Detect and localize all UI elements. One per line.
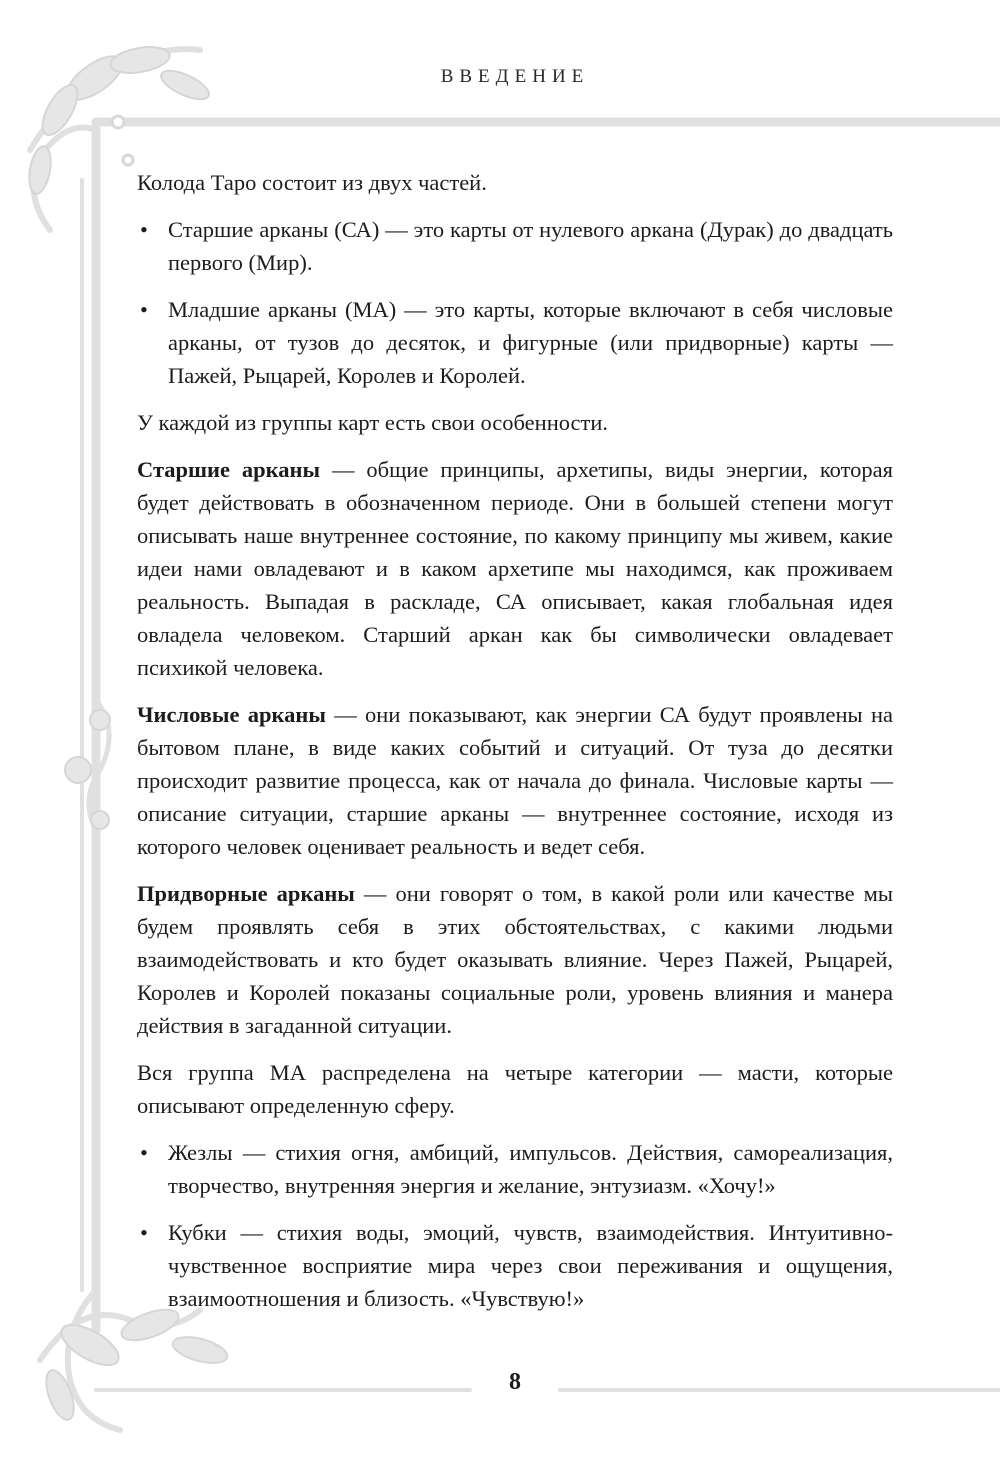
list-item xyxy=(137,293,893,392)
numeric-arcana-text: — они показывают, как энергии СА будут проявлены на бытовом плане, в виде каких событий и ситуаций. От туза до десятки происходит развитие процесса, как от начала до финала. Числовые карты — описание ситуации, старшие арканы — внутреннее состояние, исходя из которого человек оценивает реальность и ведет себя. xyxy=(137,702,893,859)
numeric-arcana-paragraph xyxy=(137,698,893,863)
bullet-mark: • xyxy=(140,217,148,242)
numeric-arcana-term: Числовые арканы xyxy=(137,702,326,727)
page-number: 8 xyxy=(509,1369,521,1395)
court-arcana-term: Придворные арканы xyxy=(137,881,355,906)
suits-intro-paragraph: Вся группа МА распределена на четыре категории — масти, которые описывают определенную сферу. xyxy=(137,1060,893,1118)
bud-shape xyxy=(91,811,109,829)
list-item xyxy=(137,213,893,279)
leaf-shape xyxy=(170,1332,230,1368)
leaf-shape xyxy=(36,80,85,140)
list-item xyxy=(137,1216,893,1315)
suits-list xyxy=(137,1136,893,1315)
groups-note-paragraph: У каждой из группы карт есть свои особенности. xyxy=(137,410,609,435)
bullet-mark: • xyxy=(140,1140,148,1165)
rivet-shape xyxy=(123,155,133,165)
deck-parts-list xyxy=(137,213,893,392)
major-arcana-paragraph xyxy=(137,453,893,684)
list-item-text: Кубки — стихия воды, эмоций, чувств, взаимодействия. Интуитивно-чувственное восприятие мира через свои переживания и ощущения, взаимоотношения и близость. «Чувствую!» xyxy=(168,1220,893,1311)
bullet-mark: • xyxy=(140,1220,148,1245)
bud-shape xyxy=(65,757,91,783)
list-item-text: Старшие арканы (СА) — это карты от нулевого аркана (Дурак) до двадцать первого (Мир). xyxy=(168,217,893,275)
intro-paragraph: Колода Таро состоит из двух частей. xyxy=(137,170,487,195)
list-item-text: Жезлы — стихия огня, амбиций, импульсов. Действия, самореализация, творчество, внутренняя энергия и желание, энтузиазм. «Хочу!» xyxy=(168,1140,893,1198)
bud-shape xyxy=(90,710,110,730)
page-body xyxy=(137,166,893,1329)
court-arcana-paragraph xyxy=(137,877,893,1042)
running-header: ВВЕДЕНИЕ xyxy=(440,66,590,87)
list-item xyxy=(137,1136,893,1202)
rivet-shape xyxy=(112,116,124,128)
list-item-text: Младшие арканы (МА) — это карты, которые включают в себя числовые арканы, от тузов до десяток, и фигурные (или придворные) карты — Пажей, Рыцарей, Королев и Королей. xyxy=(168,297,893,388)
bullet-mark: • xyxy=(140,297,148,322)
court-arcana-text: — они говорят о том, в какой роли или качестве мы будем проявлять себя в этих обстоятельствах, с какими людьми взаимодействовать и кто будет оказывать влияние. Через Пажей, Рыцарей, Королев и Королей показаны социальные роли, уровень влияния и манера действия в загаданной ситуации. xyxy=(137,881,893,1038)
major-arcana-term: Старшие арканы xyxy=(137,457,321,482)
major-arcana-text: — общие принципы, архетипы, виды энергии, которая будет действовать в обозначенном периоде. Они в большей степени могут описывать наше внутреннее состояние, по какому принципу мы живем, какие идеи нами овладевают и в каком архетипе мы находимся, как проживаем реальность. Выпадая в раскладе, СА описывает, какая глобальная идея овладела человеком. Старший аркан как бы символически овладевает психикой человека. xyxy=(137,457,894,680)
